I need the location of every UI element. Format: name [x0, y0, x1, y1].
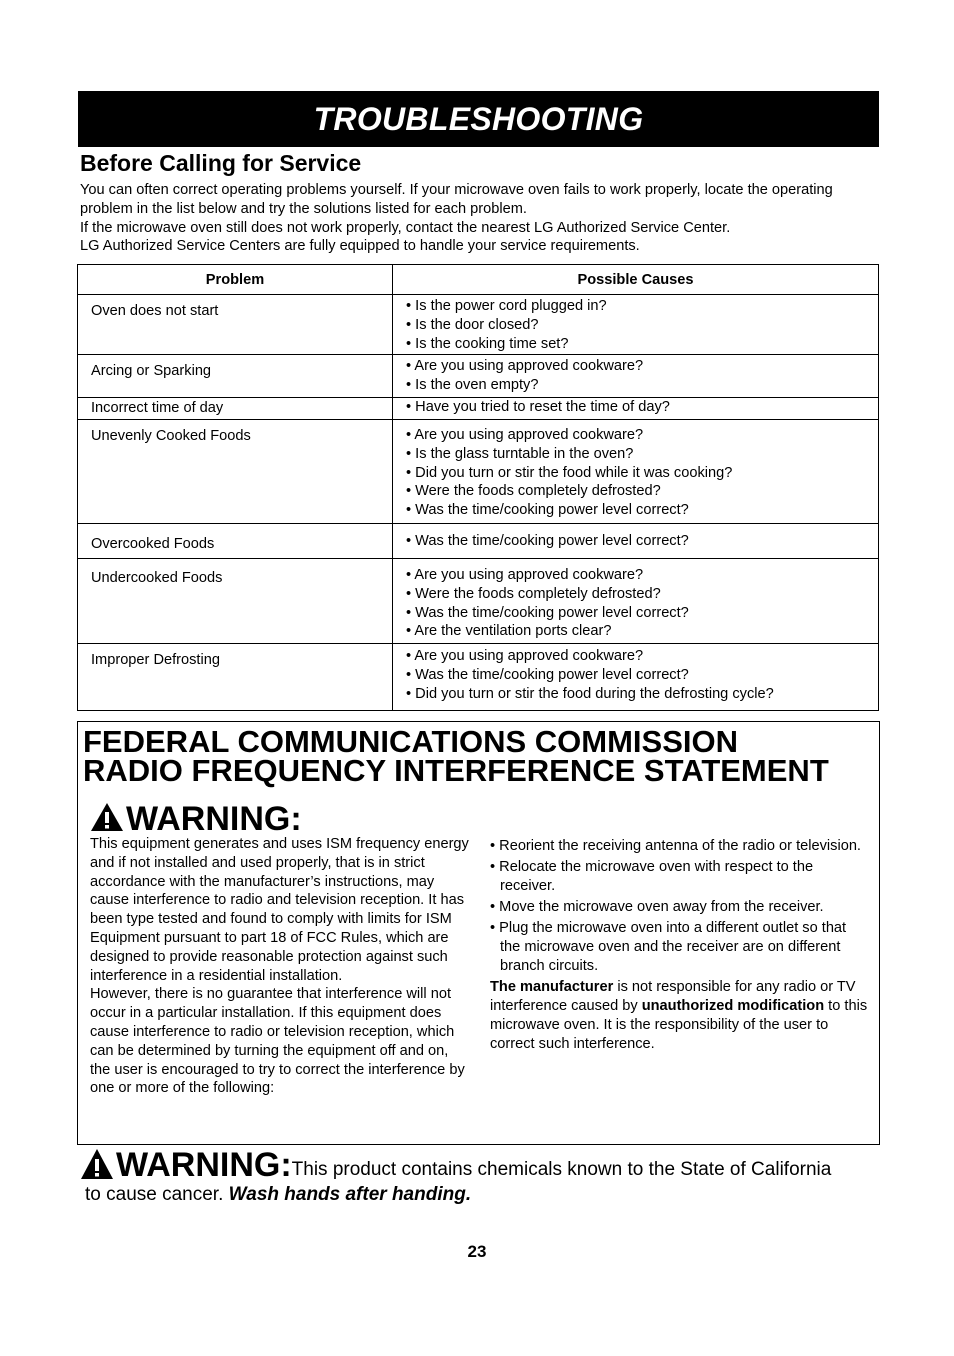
causes-cell — [393, 524, 879, 559]
intro-text — [80, 181, 870, 256]
cause-item: • Is the glass turntable in the oven? — [406, 445, 634, 462]
prop65-text: to cause cancer. — [85, 1184, 224, 1205]
causes-cell — [393, 644, 879, 711]
cause-item: • Did you turn or stir the food during the defrosting cycle? — [406, 685, 774, 702]
cause-item: • Is the door closed? — [406, 316, 539, 333]
cause-item: • Was the time/cooking power level correct? — [406, 533, 689, 549]
problem-cell: Undercooked Foods — [78, 559, 393, 644]
table-row — [78, 355, 879, 398]
table-row — [78, 644, 879, 711]
warning-icon — [80, 1148, 114, 1184]
problem-cell: Overcooked Foods — [78, 524, 393, 559]
page-title: TROUBLESHOOTING — [313, 100, 644, 137]
fcc-title — [83, 724, 829, 788]
list-item: • Reorient the receiving antenna of the radio or television. — [490, 838, 861, 854]
fcc-right-column — [490, 837, 870, 1054]
fcc-left-column — [90, 835, 470, 1098]
cause-item: • Was the time/cooking power level correct? — [406, 604, 689, 621]
table-row — [78, 524, 879, 559]
fcc-statement-box — [77, 721, 880, 1145]
cause-item: • Was the time/cooking power level correct? — [406, 666, 689, 683]
warning-label: WARNING: — [126, 800, 302, 838]
cause-item: • Was the time/cooking power level correct? — [406, 502, 689, 519]
title-banner — [78, 91, 879, 147]
cause-item: • Were the foods completely defrosted? — [406, 585, 661, 602]
cause-item: • Were the foods completely defrosted? — [406, 483, 661, 500]
note-text: is not responsible for any radio or TV interference caused by — [490, 979, 856, 1014]
prop65-text: This product contains chemicals known to the State of California — [291, 1159, 832, 1180]
note-bold: unauthorized modification — [641, 998, 825, 1014]
prop65-line — [80, 1146, 900, 1184]
problem-cell: Arcing or Sparking — [78, 355, 393, 398]
prop65-warning — [80, 1146, 900, 1206]
causes-cell — [393, 559, 879, 644]
causes-cell — [393, 398, 879, 420]
section-heading: Before Calling for Service — [80, 150, 362, 176]
note-text: to this microwave oven. It is the responsibility of the user to correct such interference. — [490, 998, 868, 1052]
causes-cell — [393, 420, 879, 524]
table-row — [78, 398, 879, 420]
table-header-row — [78, 265, 879, 295]
note-bold: The manufacturer — [490, 979, 614, 995]
cause-item: • Did you turn or stir the food while it was cooking? — [406, 464, 733, 481]
problem-cell: Oven does not start — [78, 295, 393, 355]
warning-label: WARNING: — [116, 1146, 292, 1184]
cause-item: • Have you tried to reset the time of day? — [406, 399, 670, 415]
list-item: • Relocate the microwave oven with respect to the receiver. — [490, 859, 814, 894]
prop65-line — [85, 1184, 900, 1206]
column-header-causes: Possible Causes — [393, 265, 879, 295]
cause-item: • Are you using approved cookware? — [406, 567, 644, 583]
page-number: 23 — [467, 1242, 487, 1261]
manufacturer-note — [490, 978, 870, 1054]
table-row — [78, 295, 879, 355]
table-row — [78, 559, 879, 644]
table-row — [78, 420, 879, 524]
intro-paragraph: You can often correct operating problems yourself. If your microwave oven fails to work properly, locate the operating problem in the list below and try the solutions listed for each problem. — [80, 182, 833, 217]
fcc-warning-heading — [90, 800, 302, 839]
cause-item: • Is the cooking time set? — [406, 335, 569, 352]
fcc-title-line: FEDERAL COMMUNICATIONS COMMISSION — [83, 724, 739, 759]
cause-item: • Is the power cord plugged in? — [406, 298, 607, 314]
list-item: • Move the microwave oven away from the receiver. — [490, 899, 824, 915]
problem-cell: Improper Defrosting — [78, 644, 393, 711]
fcc-title-line: RADIO FREQUENCY INTERFERENCE STATEMENT — [83, 753, 829, 788]
fcc-paragraph: This equipment generates and uses ISM frequency energy and if not installed and used properly, that is in strict accordance with the manufacturer’s instructions, may cause interference to radio and television reception. It has been type tested and found to comply with limits for ISM Equipment pursuant to part 18 of FCC Rules, which are designed to provide reasonable protection against such interference in a residential installation. — [90, 836, 469, 984]
cause-item: • Are the ventilation ports clear? — [406, 623, 612, 640]
intro-paragraph: LG Authorized Service Centers are fully equipped to handle your service requirements. — [80, 238, 640, 255]
causes-cell — [393, 295, 879, 355]
cause-item: • Are you using approved cookware? — [406, 427, 644, 443]
cause-item: • Are you using approved cookware? — [406, 648, 644, 664]
problem-cell: Incorrect time of day — [78, 398, 393, 420]
intro-paragraph: If the microwave oven still does not work properly, contact the nearest LG Authorized Service Center. — [80, 219, 731, 236]
fcc-paragraph: However, there is no guarantee that interference will not occur in a particular installation. If this equipment does cause interference to radio or television reception, which can be determined by turning the equipment off and on, the user is encouraged to try to correct the interference by one or more of the following: — [90, 986, 465, 1097]
list-item: • Plug the microwave oven into a different outlet so that the microwave oven and the receiver are on different branch circuits. — [490, 920, 847, 974]
column-header-problem: Problem — [78, 265, 393, 295]
troubleshooting-table — [77, 264, 879, 711]
warning-icon — [90, 802, 124, 837]
cause-item: • Is the oven empty? — [406, 376, 539, 393]
problem-cell: Unevenly Cooked Foods — [78, 420, 393, 524]
cause-item: • Are you using approved cookware? — [406, 358, 644, 374]
fcc-remedy-list — [490, 837, 870, 976]
causes-cell — [393, 355, 879, 398]
prop65-emphasis: Wash hands after handing. — [228, 1184, 472, 1205]
